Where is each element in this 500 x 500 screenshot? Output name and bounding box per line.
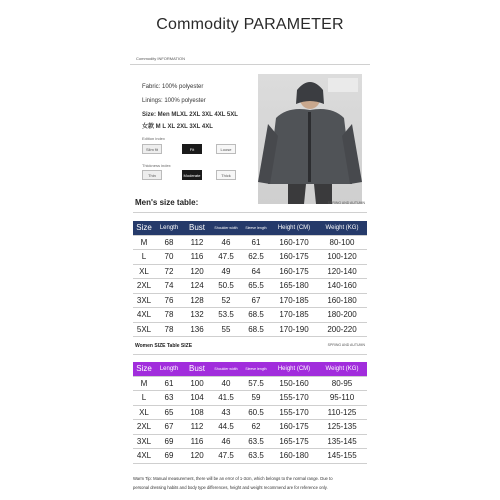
table-row bbox=[133, 235, 367, 250]
cell: 62 bbox=[241, 420, 271, 435]
cell: 47.5 bbox=[211, 250, 241, 265]
cell: 136 bbox=[183, 322, 211, 337]
cell: 65.5 bbox=[241, 279, 271, 294]
cell: XL bbox=[133, 405, 155, 420]
cell: 41.5 bbox=[211, 391, 241, 406]
cell: 65 bbox=[155, 405, 183, 420]
men-season-tag: SPRING AND AUTUMN bbox=[327, 201, 365, 205]
cell: 69 bbox=[155, 449, 183, 464]
table-row bbox=[133, 250, 367, 265]
edition-label: Edition index bbox=[142, 136, 165, 141]
table-row bbox=[133, 322, 367, 337]
women-table-header bbox=[133, 340, 367, 352]
cell: 95-110 bbox=[317, 391, 367, 406]
cell: 110-125 bbox=[317, 405, 367, 420]
cell: 170-190 bbox=[271, 322, 317, 337]
cell: 170-185 bbox=[271, 308, 317, 323]
cell: 100-120 bbox=[317, 250, 367, 265]
cell: 120 bbox=[183, 264, 211, 279]
cell: 52 bbox=[211, 293, 241, 308]
thickness-chip-thick: Thick bbox=[216, 170, 236, 180]
linings-text: Linings: 100% polyester bbox=[142, 98, 206, 104]
cell: 200-220 bbox=[317, 322, 367, 337]
cell: 61 bbox=[155, 376, 183, 391]
header-height: Height (CM) bbox=[271, 362, 317, 376]
cell: 67 bbox=[241, 293, 271, 308]
cell: 67 bbox=[155, 420, 183, 435]
cell: 120 bbox=[183, 449, 211, 464]
header-bust: Bust bbox=[183, 362, 211, 376]
cell: 40 bbox=[211, 376, 241, 391]
cell: 61 bbox=[241, 235, 271, 250]
edition-chip-fit: Fit bbox=[182, 144, 202, 154]
divider bbox=[130, 64, 370, 65]
table-row bbox=[133, 405, 367, 420]
header-size: Size bbox=[133, 221, 155, 235]
size-line-1: Size: Men MLXL 2XL 3XL 4XL 5XL bbox=[142, 112, 238, 118]
cell: 165-180 bbox=[271, 279, 317, 294]
warm-tip-line-2: personal dressing habits and body type differences, height and weight recommend are for reference only. bbox=[133, 485, 328, 490]
cell: 128 bbox=[183, 293, 211, 308]
table-row bbox=[133, 308, 367, 323]
cell: 50.5 bbox=[211, 279, 241, 294]
cell: 3XL bbox=[133, 434, 155, 449]
size-line-2: 女款 M L XL 2XL 3XL 4XL bbox=[142, 124, 213, 130]
thickness-chip-moderate: Moderate bbox=[182, 170, 202, 180]
cell: 180-200 bbox=[317, 308, 367, 323]
cell: 46 bbox=[211, 235, 241, 250]
cell: 160-175 bbox=[271, 420, 317, 435]
product-info-panel bbox=[130, 46, 370, 194]
cell: 160-180 bbox=[271, 449, 317, 464]
cell: 78 bbox=[155, 308, 183, 323]
women-season-tag: SPRING AND AUTUMN bbox=[327, 343, 365, 347]
header-length: Length bbox=[155, 362, 183, 376]
cell: 100 bbox=[183, 376, 211, 391]
cell: 135-145 bbox=[317, 434, 367, 449]
women-table-title: Women SIZE Table SIZE bbox=[135, 343, 193, 349]
divider bbox=[133, 212, 367, 213]
table-row bbox=[133, 293, 367, 308]
cell: 155-170 bbox=[271, 405, 317, 420]
cell: 62.5 bbox=[241, 250, 271, 265]
cell: 80-100 bbox=[317, 235, 367, 250]
cell: 4XL bbox=[133, 308, 155, 323]
cell: 160-170 bbox=[271, 235, 317, 250]
cell: 53.5 bbox=[211, 308, 241, 323]
header-shoulder: Shoulder width bbox=[211, 221, 241, 235]
cell: 43 bbox=[211, 405, 241, 420]
men-table-title: Men's size table: bbox=[135, 198, 199, 207]
cell: 160-175 bbox=[271, 264, 317, 279]
cell: 165-175 bbox=[271, 434, 317, 449]
cell: 116 bbox=[183, 434, 211, 449]
women-header-row bbox=[133, 362, 367, 376]
cell: 68.5 bbox=[241, 322, 271, 337]
edition-chip-loose: Loose bbox=[216, 144, 236, 154]
cell: M bbox=[133, 376, 155, 391]
table-row bbox=[133, 279, 367, 294]
product-photo bbox=[258, 74, 362, 204]
cell: 55 bbox=[211, 322, 241, 337]
table-row bbox=[133, 376, 367, 391]
cell: 70 bbox=[155, 250, 183, 265]
cell: 2XL bbox=[133, 279, 155, 294]
header-weight: Weight (KG) bbox=[317, 221, 367, 235]
divider bbox=[133, 354, 367, 355]
cell: 116 bbox=[183, 250, 211, 265]
table-row bbox=[133, 434, 367, 449]
page-title: Commodity PARAMETER bbox=[156, 16, 344, 33]
cell: 74 bbox=[155, 279, 183, 294]
cell: 78 bbox=[155, 322, 183, 337]
cell: L bbox=[133, 250, 155, 265]
cell: 63.5 bbox=[241, 434, 271, 449]
table-row bbox=[133, 264, 367, 279]
cell: 160-180 bbox=[317, 293, 367, 308]
edition-chip-slim: Slim fit bbox=[142, 144, 162, 154]
header-bust: Bust bbox=[183, 221, 211, 235]
table-row bbox=[133, 420, 367, 435]
cell: 69 bbox=[155, 434, 183, 449]
cell: 125-135 bbox=[317, 420, 367, 435]
cell: 5XL bbox=[133, 322, 155, 337]
cell: 44.5 bbox=[211, 420, 241, 435]
header-weight: Weight (KG) bbox=[317, 362, 367, 376]
cell: 170-185 bbox=[271, 293, 317, 308]
cell: 155-170 bbox=[271, 391, 317, 406]
warm-tip-line-1: Warm Tip: Manual measurement, there will be an error of 1-3cm, which belongs to the normal range. Due to bbox=[133, 476, 333, 481]
cell: 150-160 bbox=[271, 376, 317, 391]
header-height: Height (CM) bbox=[271, 221, 317, 235]
cell: 72 bbox=[155, 264, 183, 279]
cell: 63 bbox=[155, 391, 183, 406]
cell: L bbox=[133, 391, 155, 406]
cell: 76 bbox=[155, 293, 183, 308]
cell: 63.5 bbox=[241, 449, 271, 464]
cell: 104 bbox=[183, 391, 211, 406]
cell: 49 bbox=[211, 264, 241, 279]
cell: 140-160 bbox=[317, 279, 367, 294]
cell: 108 bbox=[183, 405, 211, 420]
women-size-table bbox=[133, 362, 367, 464]
cell: 112 bbox=[183, 420, 211, 435]
cell: 47.5 bbox=[211, 449, 241, 464]
men-table-header bbox=[133, 198, 367, 210]
cell: 57.5 bbox=[241, 376, 271, 391]
cell: 46 bbox=[211, 434, 241, 449]
table-row bbox=[133, 391, 367, 406]
header-size: Size bbox=[133, 362, 155, 376]
cell: 112 bbox=[183, 235, 211, 250]
header-shoulder: Shoulder width bbox=[211, 362, 241, 376]
cell: 145-155 bbox=[317, 449, 367, 464]
cell: 68 bbox=[155, 235, 183, 250]
header-sleeve: Sleeve length bbox=[241, 221, 271, 235]
cell: 60.5 bbox=[241, 405, 271, 420]
cell: 64 bbox=[241, 264, 271, 279]
cell: 132 bbox=[183, 308, 211, 323]
warm-tip bbox=[133, 474, 367, 492]
cell: 120-140 bbox=[317, 264, 367, 279]
thickness-label: Thickness index bbox=[142, 163, 171, 168]
section-label: Commodity INFORMATION bbox=[136, 56, 186, 61]
cell: M bbox=[133, 235, 155, 250]
fabric-text: Fabric: 100% polyester bbox=[142, 84, 204, 90]
table-row bbox=[133, 449, 367, 464]
men-size-table bbox=[133, 221, 367, 337]
cell: 3XL bbox=[133, 293, 155, 308]
men-header-row bbox=[133, 221, 367, 235]
cell: 2XL bbox=[133, 420, 155, 435]
cell: 4XL bbox=[133, 449, 155, 464]
cell: 59 bbox=[241, 391, 271, 406]
cell: XL bbox=[133, 264, 155, 279]
header-length: Length bbox=[155, 221, 183, 235]
cell: 80-95 bbox=[317, 376, 367, 391]
header-sleeve: Sleeve length bbox=[241, 362, 271, 376]
cell: 124 bbox=[183, 279, 211, 294]
cell: 68.5 bbox=[241, 308, 271, 323]
thickness-chip-thin: Thin bbox=[142, 170, 162, 180]
cell: 160-175 bbox=[271, 250, 317, 265]
